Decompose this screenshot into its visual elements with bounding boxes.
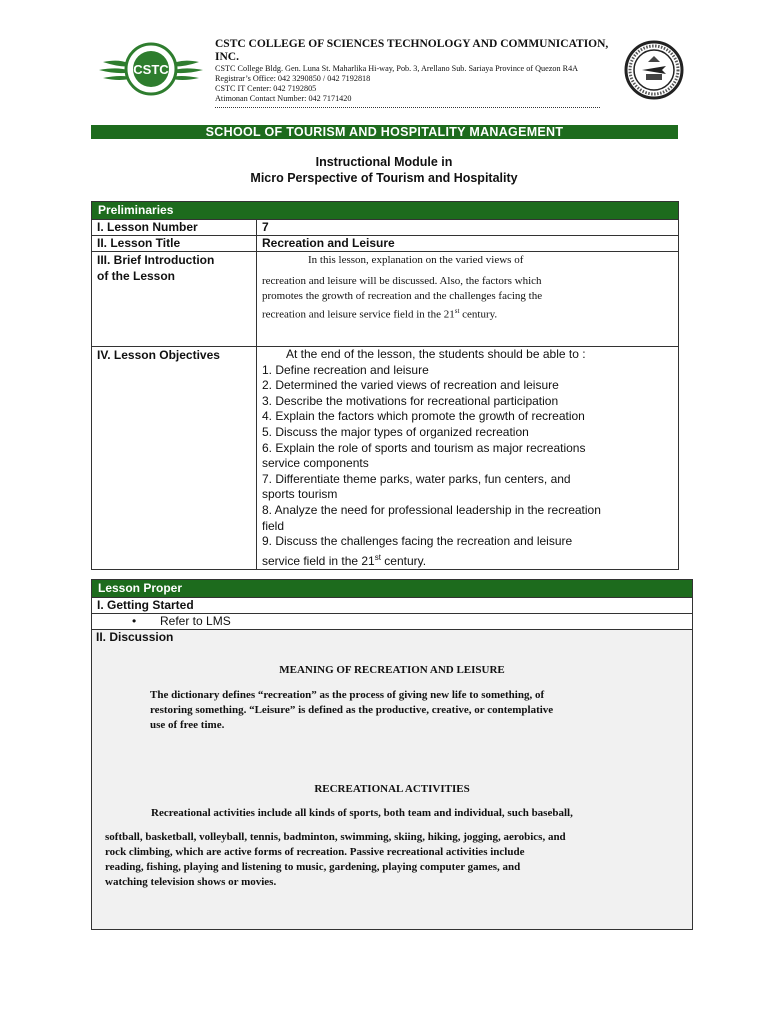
discussion-section (92, 630, 693, 930)
meaning-line1: The dictionary defines “recreation” as the process of giving new life to something, of (150, 689, 545, 701)
objective-8-cont: field (262, 518, 285, 533)
paragraph-meaning (97, 688, 687, 733)
college-header (215, 38, 615, 108)
activities-line3: rock climbing, which are active forms of recreation. Passive recreational activities include (105, 846, 525, 858)
lesson-proper-table (91, 579, 693, 930)
lesson-title-value: Recreation and Leisure (257, 236, 679, 252)
module-title-line1: Instructional Module in (315, 155, 453, 169)
objective-1: 1. Define recreation and leisure (262, 362, 429, 377)
tourism-hospitality-seal (618, 40, 690, 100)
objectives-label: IV. Lesson Objectives (92, 347, 257, 570)
getting-started-label: I. Getting Started (92, 598, 693, 614)
intro-label-line1: III. Brief Introduction (97, 253, 215, 267)
intro-label (92, 252, 257, 347)
preliminaries-table (91, 201, 679, 570)
objective-9-sup: st (374, 552, 381, 562)
lesson-number-label: I. Lesson Number (92, 220, 257, 236)
intro-line4-text: recreation and leisure service field in the 21 (262, 308, 455, 321)
discussion-body (97, 663, 687, 890)
refer-lms-item (92, 614, 693, 630)
activities-line2: softball, basketball, volleyball, tennis, badminton, swimming, skiing, hiking, jogging, aerobics, and (105, 831, 566, 843)
intro-line1: In this lesson, explanation on the varied views of (308, 254, 524, 266)
school-banner: SCHOOL OF TOURISM AND HOSPITALITY MANAGEMENT (91, 125, 678, 139)
header-divider (215, 105, 600, 108)
bullet-icon: • (132, 614, 137, 628)
activities-line5: watching television shows or movies. (105, 876, 277, 888)
objective-9-text: service field in the 21 (262, 553, 375, 568)
intro-text (257, 252, 679, 347)
objective-4: 4. Explain the factors which promote the growth of recreation (262, 409, 585, 424)
module-title-line2: Micro Perspective of Tourism and Hospitality (250, 171, 518, 185)
objective-5: 5. Discuss the major types of organized recreation (262, 424, 529, 439)
college-name: CSTC COLLEGE OF SCIENCES TECHNOLOGY AND COMMUNICATION, INC. (215, 38, 609, 63)
lesson-number-value: 7 (257, 220, 679, 236)
objective-6: 6. Explain the role of sports and tourism as major recreations (262, 440, 586, 455)
cstc-logo (95, 40, 207, 98)
intro-line4-end: century. (459, 308, 498, 321)
objective-6-cont: service components (262, 456, 369, 471)
intro-line2: recreation and leisure will be discussed. Also, the factors which (262, 275, 542, 287)
intro-label-line2: of the Lesson (97, 269, 176, 283)
meaning-line3: use of free time. (150, 719, 225, 731)
heading-meaning: MEANING OF RECREATION AND LEISURE (279, 664, 505, 676)
objective-7-cont: sports tourism (262, 487, 338, 502)
heading-activities: RECREATIONAL ACTIVITIES (314, 783, 470, 795)
intro-line3: promotes the growth of recreation and the challenges facing the (262, 290, 543, 302)
objective-9-end: century. (380, 553, 427, 568)
objective-9: 9. Discuss the challenges facing the recreation and leisure (262, 534, 573, 549)
it-center-contact: CSTC IT Center: 042 7192805 (215, 84, 317, 93)
activities-line4: reading, fishing, playing and listening to music, gardening, playing computer games, and (105, 861, 521, 873)
intro-line4 (262, 304, 673, 323)
intro-line4-sup: st (454, 307, 460, 315)
lesson-proper-heading: Lesson Proper (92, 580, 693, 598)
objective-3: 3. Describe the motivations for recreational participation (262, 393, 559, 408)
preliminaries-heading: Preliminaries (92, 202, 679, 220)
atimonan-contact: Atimonan Contact Number: 042 7171420 (215, 94, 352, 103)
meaning-line2: restoring something. “Leisure” is defined as the productive, creative, or contemplative (150, 704, 554, 716)
lesson-title-label: II. Lesson Title (92, 236, 257, 252)
objective-2: 2. Determined the varied views of recreation and leisure (262, 378, 559, 393)
college-address: CSTC College Bldg. Gen. Luna St. Maharlika Hi-way, Pob. 3, Arellano Sub. Sariaya Province of Quezon R4A (215, 64, 579, 73)
objectives-list (257, 347, 679, 570)
discussion-label: II. Discussion (96, 630, 174, 644)
objective-9-cont (262, 550, 673, 570)
svg-text:CSTC: CSTC (133, 62, 169, 77)
objective-8: 8. Analyze the need for professional leadership in the recreation (262, 502, 601, 517)
registrar-contact: Registrar’s Office: 042 3290850 / 042 7192818 (215, 74, 371, 83)
refer-lms-text: Refer to LMS (160, 614, 231, 628)
objectives-intro: At the end of the lesson, the students should be able to : (286, 347, 586, 361)
activities-line1: Recreational activities include all kinds of sports, both team and individual, such baseball, (151, 807, 573, 819)
paragraph-activities (97, 806, 687, 890)
objective-7: 7. Differentiate theme parks, water parks, fun centers, and (262, 471, 571, 486)
